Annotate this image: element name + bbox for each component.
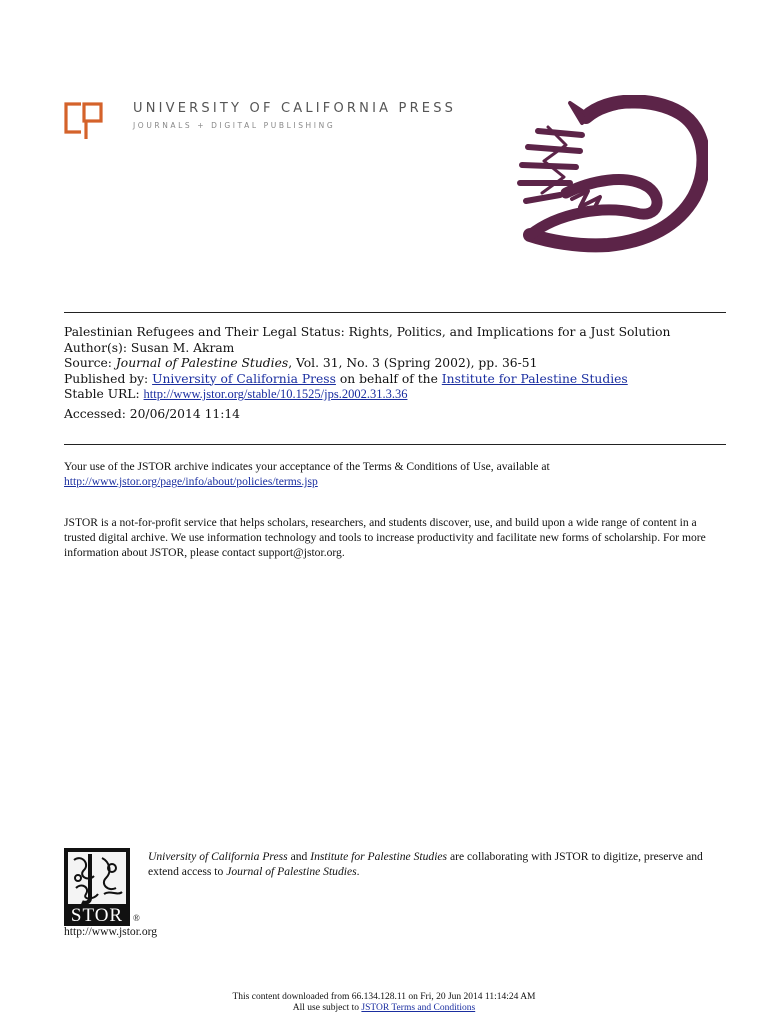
footer-terms-link[interactable]: JSTOR Terms and Conditions (361, 1003, 476, 1013)
divider-bottom (64, 444, 726, 445)
bird-emblem-icon (508, 95, 708, 260)
on-behalf-text: on behalf of the (339, 371, 438, 386)
ucp-logo-icon (64, 102, 104, 140)
terms-link[interactable]: http://www.jstor.org/page/info/about/policies/terms.jsp (64, 475, 318, 488)
about-jstor: JSTOR is a not-for-profit service that helps scholars, researchers, and students discover, use, and build upon a wide range of content in a trusted digital archive. We use information technology and tools to increase productivity and facilitate new forms of scholarship. For more information about JSTOR, please contact support@jstor.org. (64, 516, 706, 559)
jstor-url[interactable]: http://www.jstor.org (64, 925, 158, 938)
jstor-registered-mark: ® (133, 913, 140, 923)
collab-mid: are collaborating with JSTOR to digitize, preserve and extend access to (148, 850, 703, 878)
stable-url-line (64, 387, 726, 403)
stable-url-label: Stable URL: (64, 387, 140, 401)
article-title: Palestinian Refugees and Their Legal Status: Rights, Politics, and Implications for a Just Solution (64, 325, 671, 339)
publisher-name: UNIVERSITY OF CALIFORNIA PRESS (133, 101, 457, 116)
source-journal: Journal of Palestine Studies (115, 356, 289, 370)
collab-ips: Institute for Palestine Studies (310, 850, 448, 863)
collab-ucp: University of California Press (148, 850, 288, 863)
source-details: , Vol. 31, No. 3 (Spring 2002), pp. 36-51 (288, 356, 538, 370)
citation-block (64, 325, 726, 422)
divider-top (64, 312, 726, 313)
terms-text: Your use of the JSTOR archive indicates your acceptance of the Terms & Conditions of Use, available at (64, 460, 550, 473)
published-line (64, 372, 726, 388)
collab-journal: Journal of Palestine Studies (226, 865, 357, 878)
source-line (64, 356, 726, 372)
stable-url-link[interactable]: http://www.jstor.org/stable/10.1525/jps.2002.31.3.36 (143, 387, 408, 401)
accessed-line (64, 407, 726, 423)
footer-download-info: This content downloaded from 66.134.128.11 on Fri, 20 Jun 2014 11:14:24 AM (232, 992, 536, 1002)
collaboration-statement (148, 849, 728, 879)
download-footer (0, 992, 768, 1014)
institute-link[interactable]: Institute for Palestine Studies (441, 371, 628, 386)
published-label: Published by: (64, 371, 149, 386)
footer-terms-line (0, 1003, 768, 1014)
source-label: Source: (64, 356, 112, 370)
footer-terms-prefix: All use subject to (292, 1003, 362, 1013)
accessed-label: Accessed: (64, 406, 126, 421)
authors-label: Author(s): (64, 340, 127, 355)
accessed-value: 20/06/2014 11:14 (129, 406, 241, 421)
jstor-logo-text: STOR (70, 905, 124, 926)
authors-value: Susan M. Akram (130, 340, 235, 355)
publisher-subtitle: JOURNALS + DIGITAL PUBLISHING (133, 121, 336, 130)
terms-notice (64, 459, 726, 489)
collab-and: and (287, 850, 311, 863)
jstor-logo-icon (64, 848, 144, 926)
authors-line (64, 341, 726, 357)
publisher-link[interactable]: University of California Press (152, 371, 336, 386)
collab-end: . (356, 865, 360, 878)
ucp-logo (64, 100, 484, 140)
